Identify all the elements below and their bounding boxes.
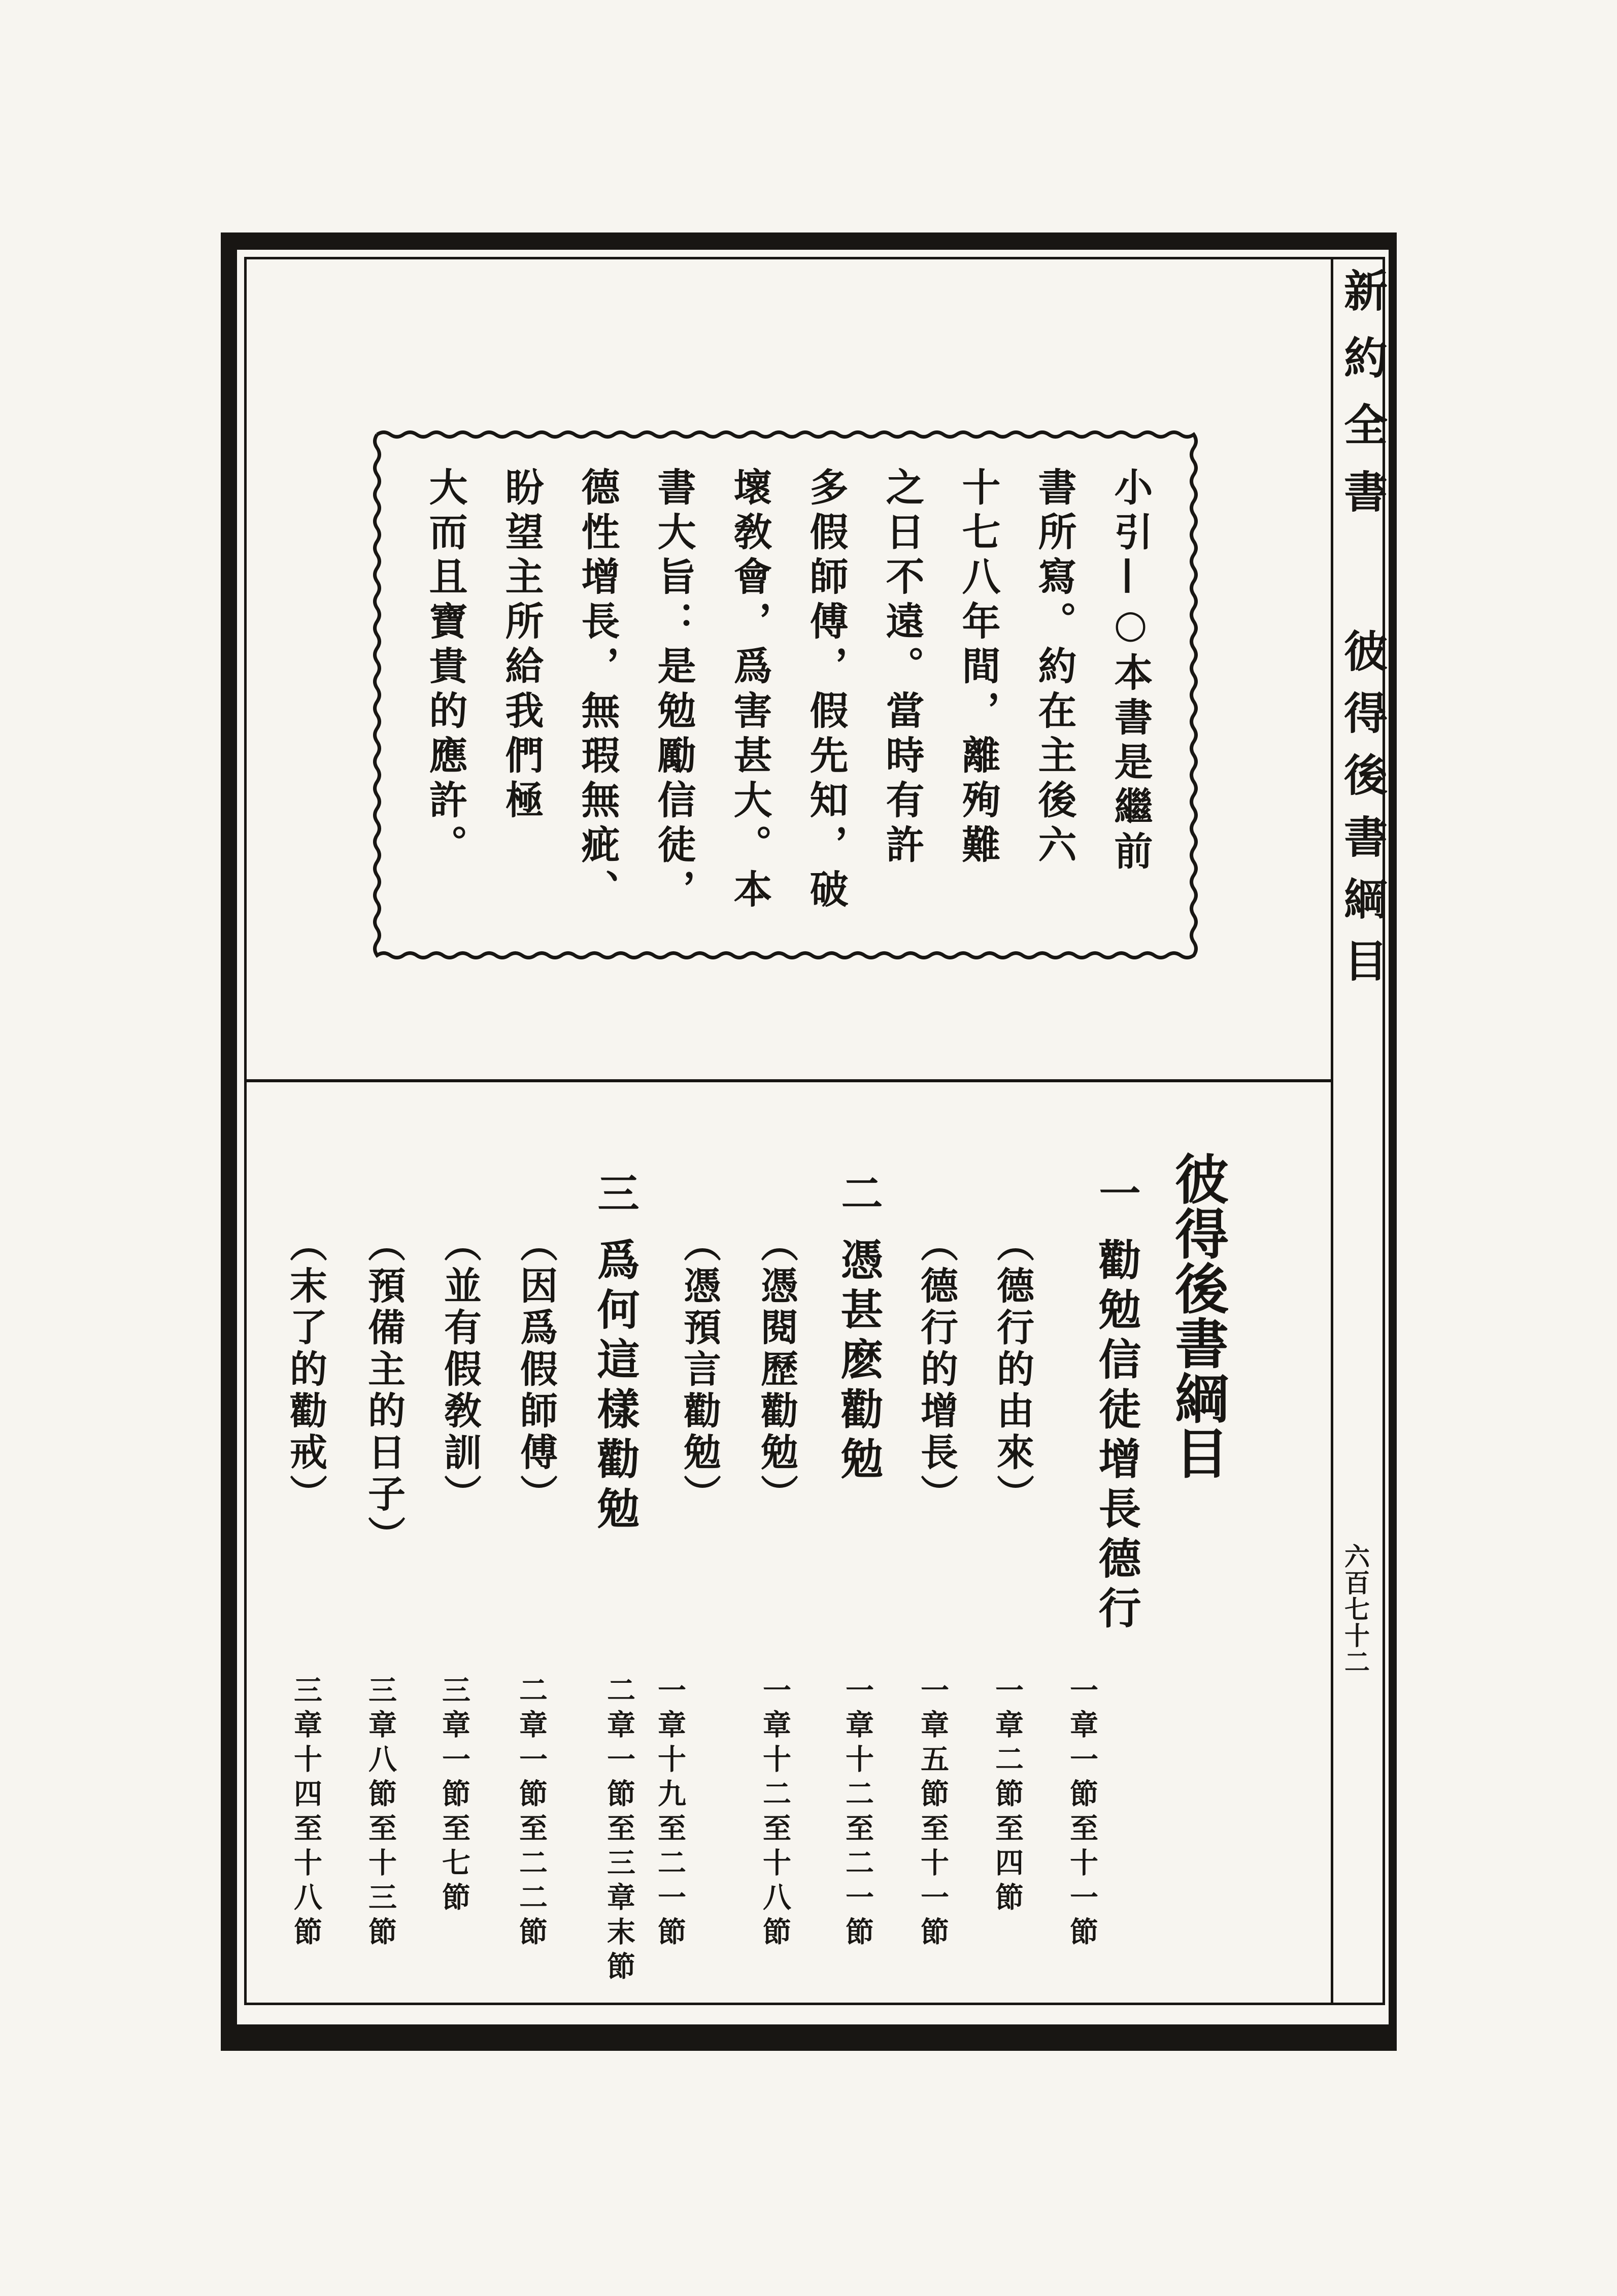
outline-title: 彼得後書綱目 <box>1166 1151 1230 1480</box>
section-1-subitem-2: （德行的增長） <box>915 1224 958 1516</box>
section-1-subitem-1-ref: 一章二節至四節 <box>991 1675 1024 1917</box>
section-2-number: 二 <box>834 1172 883 1218</box>
section-3-subitem-1-ref: 二章一節至二二節 <box>515 1675 548 1951</box>
introduction-text <box>402 467 1168 934</box>
section-2-subitem-2-ref: 一章十九至二一節 <box>653 1675 687 1951</box>
intro-column: 十七八年間，離殉難 <box>956 467 1001 869</box>
page-number: 六百七十二 <box>1340 1543 1370 1675</box>
section-3-subitem-4-ref: 三章十四至十八節 <box>289 1675 323 1951</box>
section-2-verse-ref: 一章十二至二一節 <box>841 1675 874 1951</box>
section-2-subitem-1: （憑閱歷勸勉） <box>755 1224 798 1516</box>
section-3-subitem-1: （因爲假師傅） <box>514 1224 558 1516</box>
intro-column: 大而且寶貴的應許。 <box>423 467 468 869</box>
intro-column: 小引—○本書是繼前 <box>1108 467 1153 876</box>
section-3-subitem-4: （末了的勸戒） <box>284 1224 327 1516</box>
intro-column: 壞敎會，爲害甚大。本 <box>727 467 772 914</box>
section-1-verse-ref: 一章一節至十一節 <box>1065 1675 1099 1951</box>
section-3-verse-ref: 二章一節至三章末節 <box>602 1675 636 1986</box>
section-3-subitem-3: （預備主的日子） <box>362 1224 406 1557</box>
margin-book-title: 新約全書 <box>1336 268 1388 536</box>
section-1-subitem-1: （德行的由來） <box>991 1224 1034 1516</box>
section-3-subitem-3-ref: 三章八節至十三節 <box>364 1675 397 1951</box>
introduction-box <box>373 430 1198 959</box>
section-2-subitem-2: （憑預言勸勉） <box>678 1224 721 1516</box>
intro-column: 書所寫。約在主後六 <box>1032 467 1077 869</box>
section-1-title: 勸勉信徒增長德行 <box>1092 1238 1142 1636</box>
intro-column: 書大旨：是勉勵信徒， <box>651 467 696 914</box>
section-3-subitem-2-ref: 三章一節至七節 <box>437 1675 471 1917</box>
section-2-title: 憑甚麽勸勉 <box>834 1238 884 1486</box>
intro-column: 德性增長，無瑕無疵、 <box>575 467 620 914</box>
intro-column: 多假師傅，假先知，破 <box>803 467 849 914</box>
section-3-subitem-2: （並有假敎訓） <box>438 1224 482 1516</box>
intro-column: 之日不遠。當時有許 <box>880 467 925 869</box>
section-2-subitem-1-ref: 一章十二至十八節 <box>758 1675 792 1951</box>
intro-column: 盼望主所給我們極 <box>499 467 544 824</box>
margin-running-title: 彼得後書綱目 <box>1336 628 1388 1000</box>
margin-separator-line <box>1331 259 1333 2005</box>
section-divider-line <box>247 1079 1331 1082</box>
section-1-subitem-2-ref: 一章五節至十一節 <box>916 1675 950 1951</box>
section-1-number: 一 <box>1092 1172 1141 1218</box>
section-3-number: 三 <box>591 1172 639 1218</box>
section-3-title: 爲何這樣勸勉 <box>590 1238 641 1536</box>
